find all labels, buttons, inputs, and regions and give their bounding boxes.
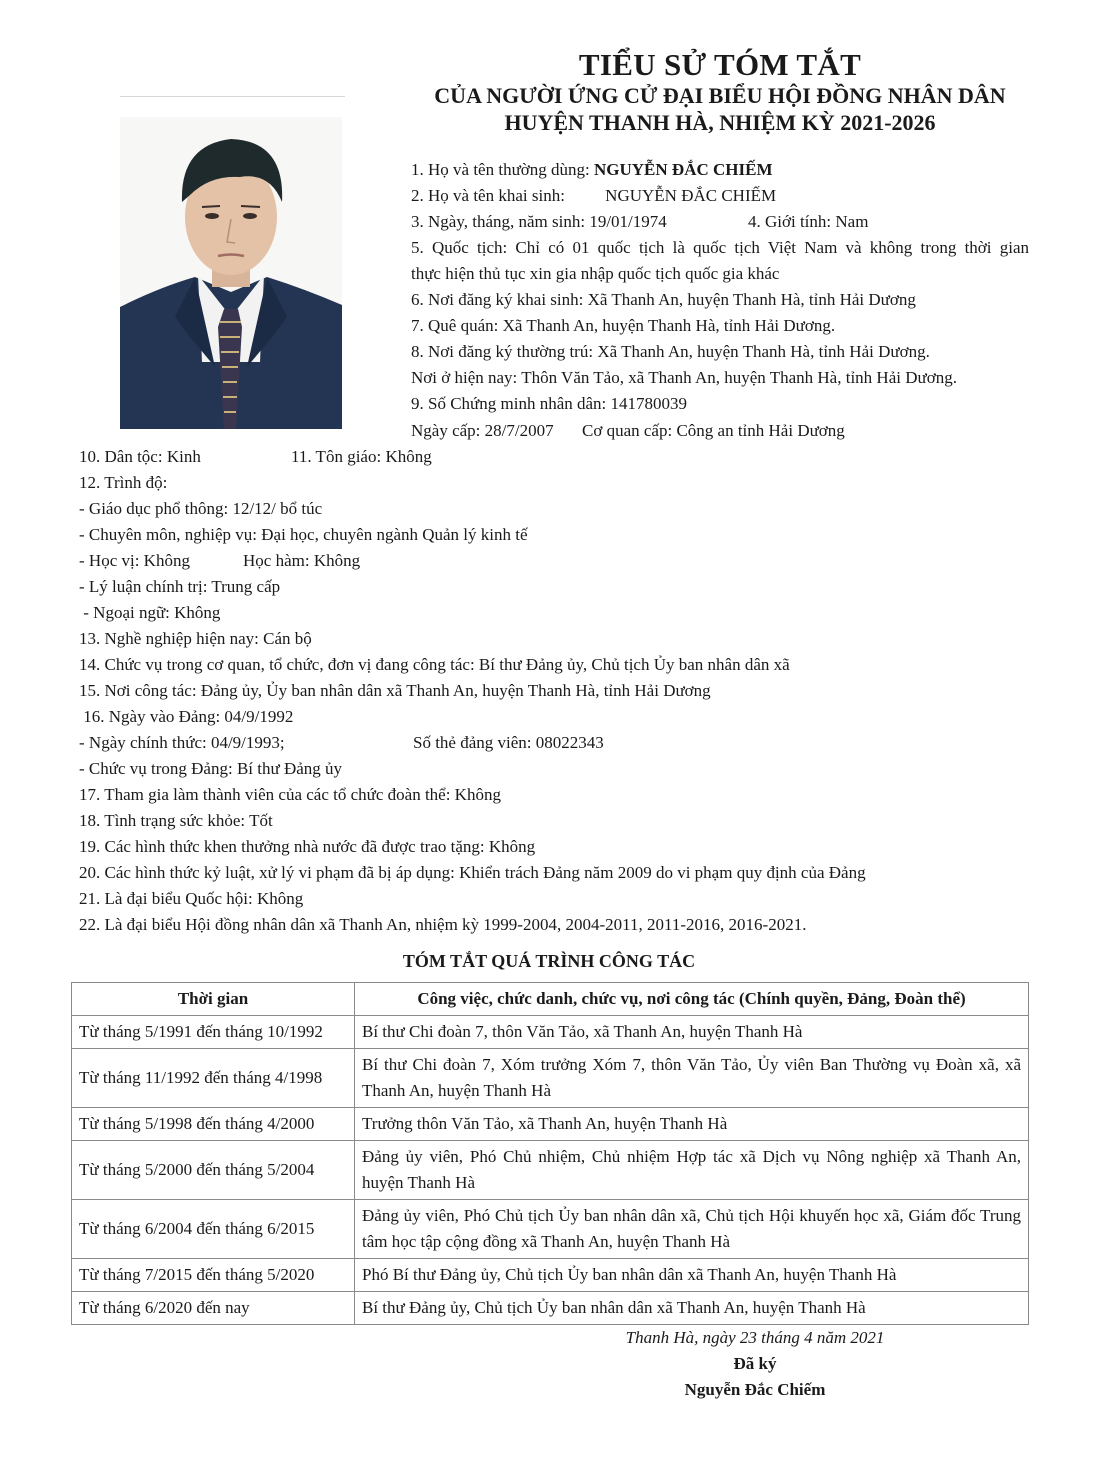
field-id-number: 9. Số Chứng minh nhân dân: 141780039 <box>411 394 688 413</box>
row-description: Trưởng thôn Văn Tảo, xã Thanh An, huyện Thanh Hà <box>355 1108 1029 1141</box>
row-description: Bí thư Chi đoàn 7, Xóm trưởng Xóm 7, thôn Văn Tảo, Ủy viên Ban Thường vụ Đoàn xã, xã Thanh An, huyện Thanh Hà <box>355 1049 1029 1108</box>
field-religion: 11. Tôn giáo: Không <box>291 447 432 466</box>
row-time: Từ tháng 6/2020 đến nay <box>72 1292 355 1325</box>
document-title: TIỂU SỬ TÓM TẮT <box>578 47 862 82</box>
row-time: Từ tháng 5/2000 đến tháng 5/2004 <box>72 1141 355 1200</box>
field-workplace: 15. Nơi công tác: Đảng ủy, Ủy ban nhân dân xã Thanh An, huyện Thanh Hà, tỉnh Hải Dương <box>79 681 711 700</box>
row-description: Đảng ủy viên, Phó Chủ tịch Ủy ban nhân dân xã, Chủ tịch Hội khuyến học xã, Giám đốc Trung tâm học tập cộng đồng xã Thanh An, huyện Thanh Hà <box>355 1200 1029 1259</box>
field-organizations: 17. Tham gia làm thành viên của các tổ chức đoàn thể: Không <box>79 785 501 804</box>
field-position: 14. Chức vụ trong cơ quan, tổ chức, đơn vị đang công tác: Bí thư Đảng ủy, Chủ tịch Ủy ban nhân dân xã <box>79 655 790 674</box>
field-academic-degree: - Học vị: Không <box>79 551 190 570</box>
field-discipline: 20. Các hình thức kỷ luật, xử lý vi phạm đã bị áp dụng: Khiển trách Đảng năm 2009 do vi phạm quy định của Đảng <box>79 863 866 882</box>
work-history-table <box>71 982 1029 1325</box>
row-description: Bí thư Chi đoàn 7, thôn Văn Tảo, xã Thanh An, huyện Thanh Hà <box>355 1016 1029 1049</box>
work-history-title: TÓM TẮT QUÁ TRÌNH CÔNG TÁC <box>402 951 696 971</box>
field-general-education: - Giáo dục phổ thông: 12/12/ bổ túc <box>79 499 323 518</box>
table-row <box>72 1200 1029 1259</box>
row-time: Từ tháng 7/2015 đến tháng 5/2020 <box>72 1259 355 1292</box>
field-hometown: 7. Quê quán: Xã Thanh An, huyện Thanh Hà, tỉnh Hải Dương. <box>411 316 836 335</box>
column-header-time: Thời gian <box>72 983 355 1016</box>
document-subtitle-line2: HUYỆN THANH HÀ, NHIỆM KỲ 2021-2026 <box>504 110 936 135</box>
row-time: Từ tháng 6/2004 đến tháng 6/2015 <box>72 1200 355 1259</box>
field-label: 2. Họ và tên khai sinh: <box>411 186 565 205</box>
field-birth-name <box>411 186 776 206</box>
table-header-row <box>72 983 1029 1016</box>
field-political-theory: - Lý luận chính trị: Trung cấp <box>79 577 281 596</box>
field-value: NGUYỄN ĐẮC CHIẾM <box>605 186 777 205</box>
field-council-terms: 22. Là đại biểu Hội đồng nhân dân xã Thanh An, nhiệm kỳ 1999-2004, 2004-2011, 2011-2016, 2016-2021. <box>79 915 807 934</box>
field-party-official-date: - Ngày chính thức: 04/9/1993; <box>79 733 285 752</box>
field-nationality: 5. Quốc tịch: Chỉ có 01 quốc tịch là quốc tịch Việt Nam và không trong thời gian <box>411 238 1029 257</box>
scan-artifact-line <box>120 96 345 97</box>
field-common-name <box>411 160 773 180</box>
row-time: Từ tháng 5/1991 đến tháng 10/1992 <box>72 1016 355 1049</box>
field-ethnicity: 10. Dân tộc: Kinh <box>79 447 201 466</box>
table-row <box>72 1049 1029 1108</box>
portrait-photo <box>120 117 342 429</box>
field-academic-title: Học hàm: Không <box>243 551 361 570</box>
candidate-name: NGUYỄN ĐẮC CHIẾM <box>594 160 773 179</box>
field-occupation: 13. Nghề nghiệp hiện nay: Cán bộ <box>79 629 312 648</box>
portrait-illustration <box>120 117 342 429</box>
table-row <box>72 1016 1029 1049</box>
row-description: Phó Bí thư Đảng ủy, Chủ tịch Ủy ban nhân dân xã Thanh An, huyện Thanh Hà <box>355 1259 1029 1292</box>
table-row <box>72 1141 1029 1200</box>
field-health: 18. Tình trạng sức khỏe: Tốt <box>79 811 273 830</box>
field-awards: 19. Các hình thức khen thưởng nhà nước đã được trao tặng: Không <box>79 837 536 856</box>
row-time: Từ tháng 5/1998 đến tháng 4/2000 <box>72 1108 355 1141</box>
row-description: Bí thư Đảng ủy, Chủ tịch Ủy ban nhân dân xã Thanh An, huyện Thanh Hà <box>355 1292 1029 1325</box>
document-header <box>400 48 1040 136</box>
signature-place-date: Thanh Hà, ngày 23 tháng 4 năm 2021 <box>625 1328 885 1347</box>
document-subtitle-line1: CỦA NGƯỜI ỨNG CỬ ĐẠI BIỂU HỘI ĐỒNG NHÂN DÂN <box>434 83 1006 108</box>
field-permanent-residence: 8. Nơi đăng ký thường trú: Xã Thanh An, huyện Thanh Hà, tỉnh Hải Dương. <box>411 342 930 361</box>
row-time: Từ tháng 11/1992 đến tháng 4/1998 <box>72 1049 355 1108</box>
table-row <box>72 1108 1029 1141</box>
field-label: 1. Họ và tên thường dùng: <box>411 160 590 179</box>
field-party-position: - Chức vụ trong Đảng: Bí thư Đảng ủy <box>79 759 343 778</box>
field-foreign-language: - Ngoại ngữ: Không <box>79 603 221 622</box>
field-party-card-number: Số thẻ đảng viên: 08022343 <box>413 733 604 752</box>
field-birth-date: 3. Ngày, tháng, năm sinh: 19/01/1974 <box>411 212 667 231</box>
field-party-join-date: 16. Ngày vào Đảng: 04/9/1992 <box>79 707 294 726</box>
field-gender: 4. Giới tính: Nam <box>748 212 869 231</box>
field-current-residence: Nơi ở hiện nay: Thôn Văn Tảo, xã Thanh An, huyện Thanh Hà, tỉnh Hải Dương. <box>411 368 957 387</box>
column-header-description: Công việc, chức danh, chức vụ, nơi công tác (Chính quyền, Đảng, Đoàn thể) <box>355 983 1029 1016</box>
field-birth-registration: 6. Nơi đăng ký khai sinh: Xã Thanh An, huyện Thanh Hà, tỉnh Hải Dương <box>411 290 916 309</box>
field-education-heading: 12. Trình độ: <box>79 473 168 492</box>
field-nationality-cont: thực hiện thủ tục xin gia nhập quốc tịch quốc gia khác <box>411 264 780 283</box>
table-row <box>72 1259 1029 1292</box>
table-row <box>72 1292 1029 1325</box>
field-id-issuer: Cơ quan cấp: Công an tỉnh Hải Dương <box>582 421 845 440</box>
field-professional: - Chuyên môn, nghiệp vụ: Đại học, chuyên ngành Quản lý kinh tế <box>79 525 528 544</box>
signature-name: Nguyễn Đắc Chiếm <box>684 1380 826 1399</box>
field-national-assembly: 21. Là đại biểu Quốc hội: Không <box>79 889 304 908</box>
row-description: Đảng ủy viên, Phó Chủ nhiệm, Chủ nhiệm Hợp tác xã Dịch vụ Nông nghiệp xã Thanh An, huyện Thanh Hà <box>355 1141 1029 1200</box>
signature-status: Đã ký <box>733 1354 777 1373</box>
field-id-issue-date: Ngày cấp: 28/7/2007 <box>411 421 554 440</box>
